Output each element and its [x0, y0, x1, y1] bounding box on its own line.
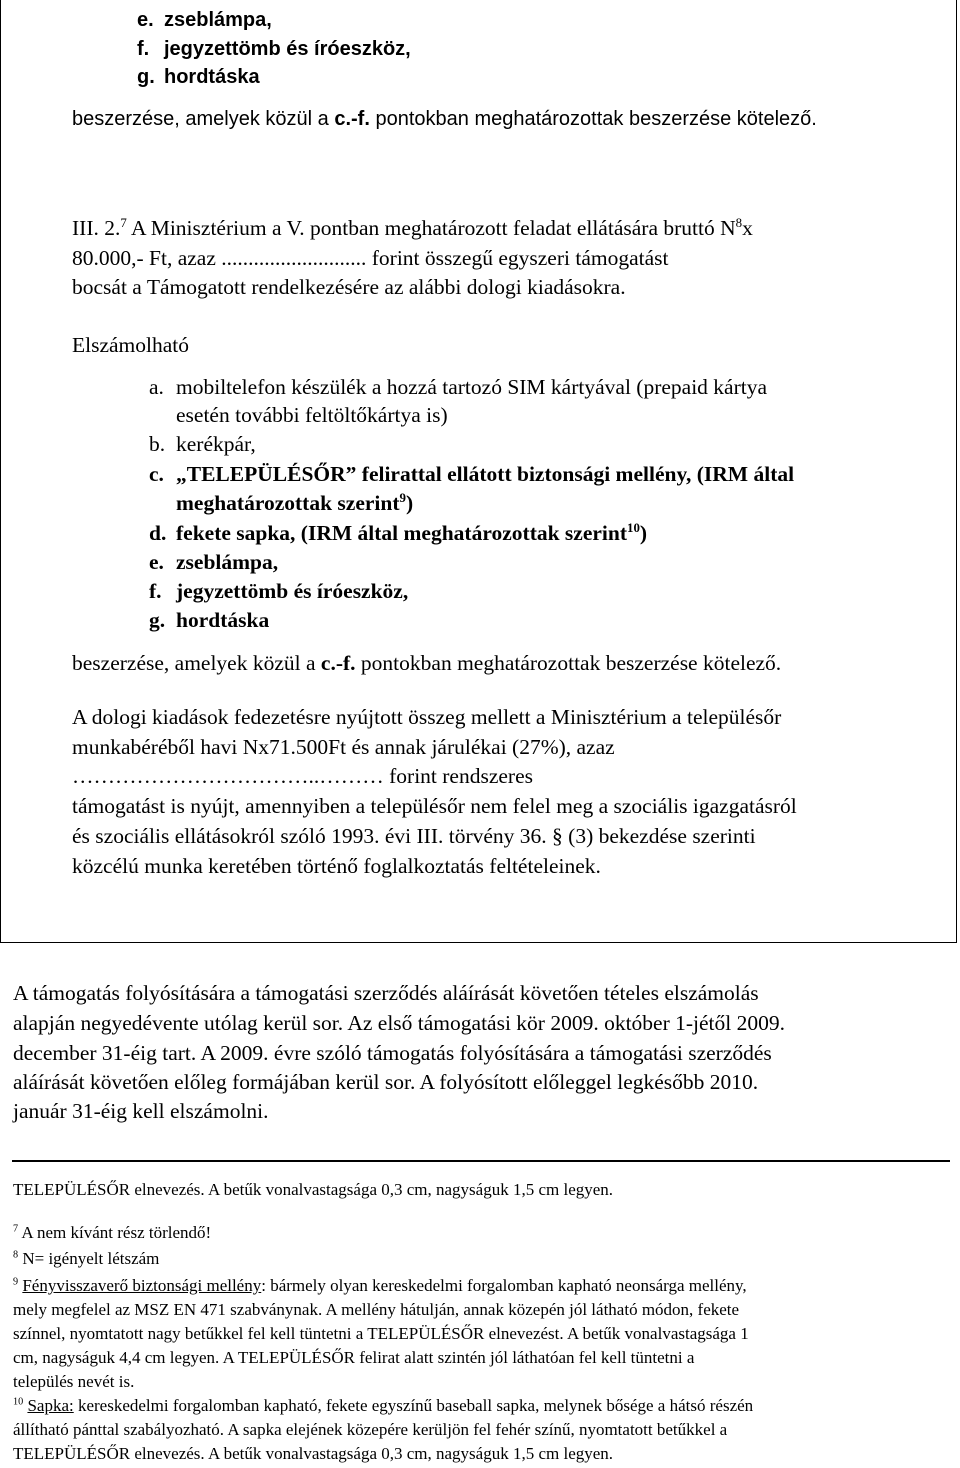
settlement-paragraph-line: A támogatás folyósítására a támogatási szerződés aláírását követően tételes elszámolás: [13, 981, 759, 1005]
section-text: 80.000,- Ft, azaz ........................... forint összegű egyszeri támogatást: [72, 246, 669, 270]
wage-paragraph-line: munkabéréből havi Nx71.500Ft és annak járulékai (27%), azaz: [72, 735, 615, 759]
list-item: d. fekete sapka, (IRM által meghatározottak szerint$^{10}$): [149, 520, 648, 545]
footnote-7: $^7$ A nem kívánt rész törlendő!: [13, 1223, 212, 1242]
settlement-paragraph-line: alapján negyedévente utólag kerül sor. Az első támogatási kör 2009. október 1-jétől 2009.: [13, 1011, 786, 1035]
footnote-8: $^8$ N= igényelt létszám: [13, 1249, 160, 1268]
list-item: e. zseblámpa,: [149, 550, 279, 574]
list-item: g. hordtáska: [137, 66, 260, 88]
wage-paragraph-line: A dologi kiadások fedezetésre nyújtott összeg mellett a Minisztérium a településőr: [72, 705, 782, 729]
footnote-9-line: mely megfelel az MSZ EN 471 szabványnak. A mellény hátulján, annak közepén jól látható módon, fekete: [13, 1300, 740, 1319]
list-item: f. jegyzettömb és íróeszköz,: [149, 579, 409, 603]
footnote-10: $^{10}$ Sapka: kereskedelmi forgalomban kapható, fekete egyszínű baseball sapka, melynek bősége a hátsó részén: [13, 1396, 754, 1415]
wage-paragraph-line: támogatást is nyújt, amennyiben a településőr nem felel meg a szociális igazgatásról: [72, 794, 797, 818]
footnote-9: $^9$ Fényvisszaverő biztonsági mellény: bármely olyan kereskedelmi forgalomban kapható neonsárga mellény,: [13, 1276, 747, 1295]
wage-paragraph-line: közcélú munka keretében történő foglalkoztatás feltételeinek.: [72, 854, 601, 878]
wage-paragraph-line: és szociális ellátásokról szóló 1993. évi III. törvény 36. § (3) bekezdése szerinti: [72, 824, 756, 848]
list-item: a. mobiltelefon készülék a hozzá tartozó SIM kártyával (prepaid kártya: [149, 375, 768, 399]
footnote-9-line: színnel, nyomtatott nagy betűkkel fel kell tüntetni a TELEPÜLÉSŐR elnevezést. A betűk vonalvastagsága 1: [13, 1324, 749, 1343]
section-heading: III. 2.$^7$ A Minisztérium a V. pontban meghatározott feladat ellátására bruttó $N^8x$: [72, 215, 753, 240]
footnote-separator: [12, 1160, 950, 1162]
section-text: bocsát a Támogatott rendelkezésére az alábbi dologi kiadásokra.: [72, 275, 626, 299]
settlement-paragraph-line: aláírását követően előleg formájában kerül sor. A folyósított előleggel legkésőbb 2010.: [13, 1070, 759, 1094]
settlement-paragraph-line: december 31-éig tart. A 2009. évre szóló támogatás folyósítására a támogatási szerződés: [13, 1041, 772, 1065]
settlement-paragraph-line: január 31-éig kell elszámolni.: [13, 1099, 269, 1123]
footnote-intro: TELEPÜLÉSŐR elnevezés. A betűk vonalvastagsága 0,3 cm, nagyságuk 1,5 cm legyen.: [13, 1180, 614, 1199]
purchase-sentence: beszerzése, amelyek közül a c.-f. pontokban meghatározottak beszerzése kötelező.: [72, 651, 782, 675]
list-item: g. hordtáska: [149, 608, 270, 632]
footnote-10-line: TELEPÜLÉSŐR elnevezés. A betűk vonalvastagsága 0,3 cm, nagyságuk 1,5 cm legyen.: [13, 1444, 614, 1463]
list-item: c. „TELEPÜLÉSŐR” felirattal ellátott biztonsági mellény, (IRM által: [149, 462, 795, 486]
list-item: e. zseblámpa,: [137, 9, 272, 31]
footnote-10-line: állítható pánttal szabályozható. A sapka elejének közepére kerüljön fel fehér színű, nyomtatott betűkkel a: [13, 1420, 728, 1439]
wage-paragraph-line: ……………………………..……… forint rendszeres: [72, 764, 533, 788]
list-item-continuation: meghatározottak szerint$^9$): [176, 490, 414, 515]
eligible-label: Elszámolható: [72, 333, 190, 357]
purchase-sentence: beszerzése, amelyek közül a c.-f. pontokban meghatározottak beszerzése kötelező.: [72, 108, 817, 130]
list-item: b. kerékpár,: [149, 432, 256, 456]
list-item: f. jegyzettömb és íróeszköz,: [137, 38, 411, 60]
footnote-9-line: település nevét is.: [13, 1372, 135, 1391]
list-item-continuation: esetén további feltöltőkártya is): [176, 403, 448, 427]
footnote-9-line: cm, nagyságuk 4,4 cm legyen. A TELEPÜLÉSŐR felirat alatt szintén jól láthatóan fel kell tüntetni a: [13, 1348, 695, 1367]
